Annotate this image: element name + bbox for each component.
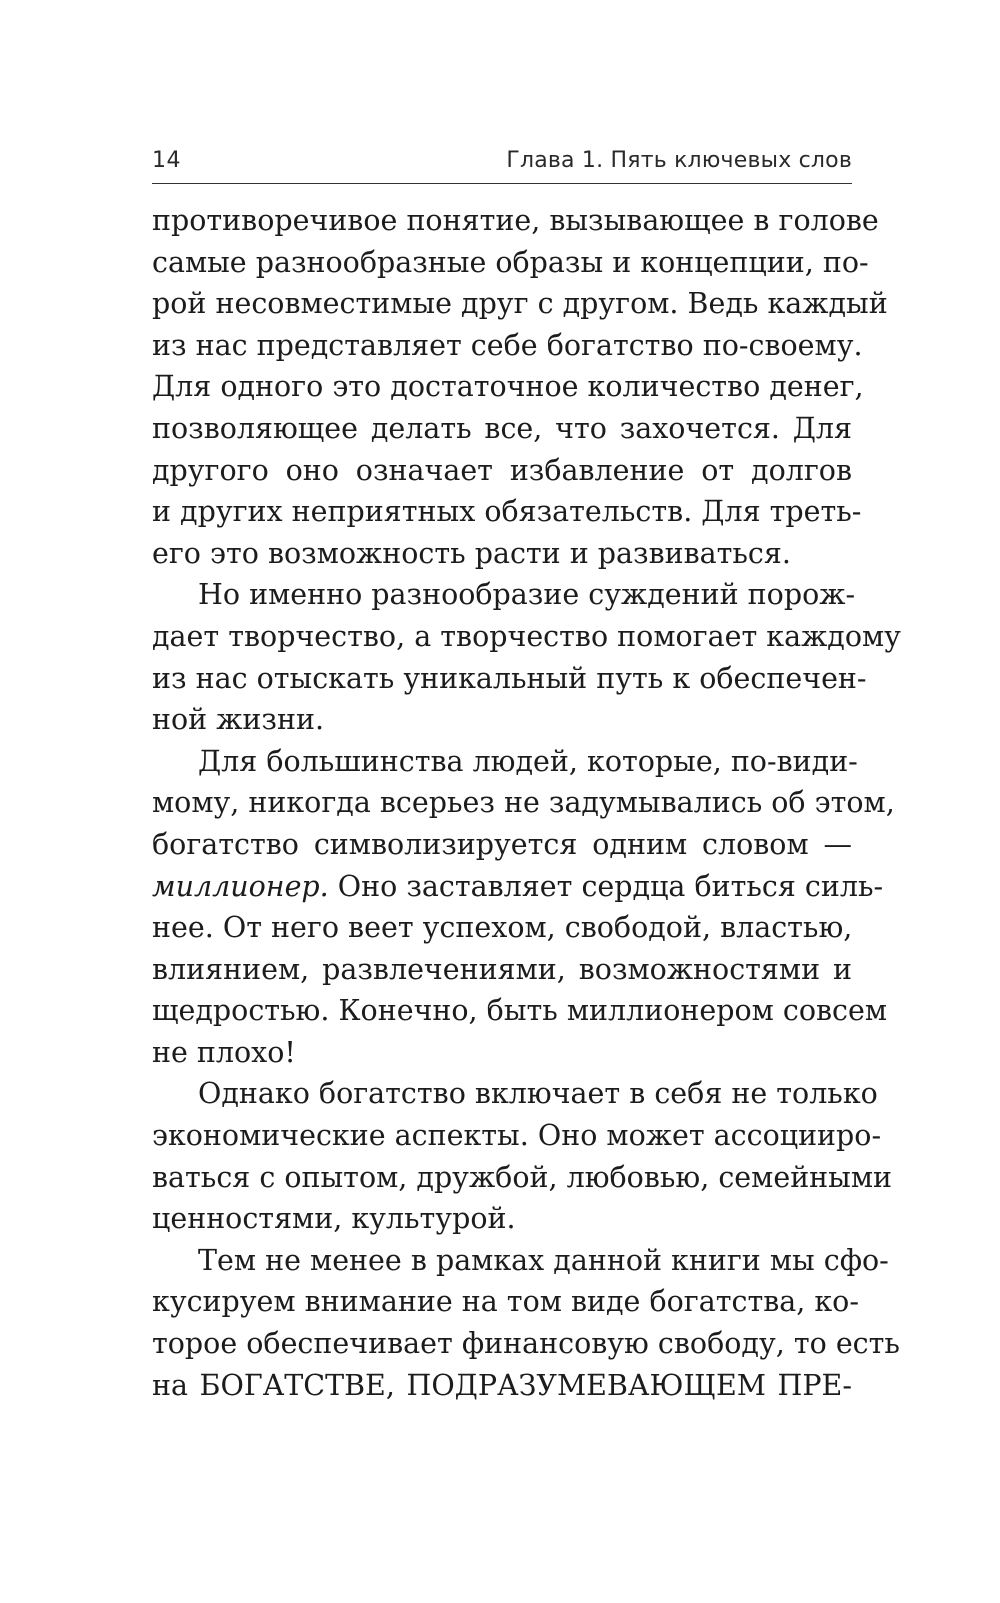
text-line: дает творчество, а творчество помогает каждому [152, 619, 901, 653]
italic-term: миллионер. [152, 869, 329, 903]
text-line: ной жизни. [152, 703, 325, 737]
text-line: Но именно разнообразие суждений порож- [198, 578, 856, 612]
text-line: Для большинства людей, которые, по-види- [198, 744, 858, 778]
text-line: из нас представляет себе богатство по-своему. [152, 328, 863, 362]
text-line: не плохо! [152, 1035, 296, 1069]
text-line: на БОГАТСТВЕ, ПОДРАЗУМЕВАЮЩЕМ ПРЕ- [152, 1368, 852, 1402]
body-text [152, 200, 901, 1406]
text-line: рой несовместимые друг с другом. Ведь каждый [152, 287, 888, 321]
paragraph-2 [152, 574, 901, 740]
paragraph-3 [152, 741, 895, 1074]
paragraph-4 [152, 1073, 893, 1239]
running-head [152, 146, 852, 182]
text-line: торое обеспечивает финансовую свободу, то есть [152, 1327, 900, 1361]
chapter-title: Глава 1. Пять ключевых слов [506, 148, 852, 173]
text-line: влиянием, развлечениями, возможностями и [152, 952, 852, 986]
text-line: Тем не менее в рамках данной книги мы сфо- [198, 1243, 889, 1277]
page-number: 14 [152, 148, 181, 173]
paragraph-5 [152, 1240, 900, 1406]
text-line: ваться с опытом, дружбой, любовью, семейными [152, 1160, 893, 1194]
text-line: нее. От него веет успехом, свободой, властью, [152, 911, 853, 945]
text-line: его это возможность расти и развиваться. [152, 536, 791, 570]
text-line: самые разнообразные образы и концепции, по- [152, 245, 869, 279]
text-line: Для одного это достаточное количество денег, [152, 370, 864, 404]
text-line: щедростью. Конечно, быть миллионером совсем [152, 994, 888, 1028]
text-line: кусируем внимание на том виде богатства, ко- [152, 1285, 859, 1319]
paragraph-1 [152, 200, 888, 574]
text-line: экономические аспекты. Оно может ассоцииро- [152, 1119, 882, 1153]
text-line: и других неприятных обязательств. Для треть- [152, 495, 862, 529]
text-line: из нас отыскать уникальный путь к обеспечен- [152, 661, 867, 695]
text-line: Однако богатство включает в себя не только [198, 1077, 878, 1111]
text-line: позволяющее делать все, что захочется. Для [152, 411, 852, 445]
text-line: ценностями, культурой. [152, 1202, 516, 1236]
text-line: мому, никогда всерьез не задумывались об этом, [152, 786, 895, 820]
header-rule [152, 183, 852, 184]
text-line: богатство символизируется одним словом — [152, 827, 852, 861]
text-line: противоречивое понятие, вызывающее в голове [152, 204, 879, 237]
text-line: другого оно означает избавление от долгов [152, 453, 852, 487]
text-line-with-italic [152, 866, 884, 908]
text-fragment: Оно заставляет сердца биться силь- [337, 869, 884, 903]
